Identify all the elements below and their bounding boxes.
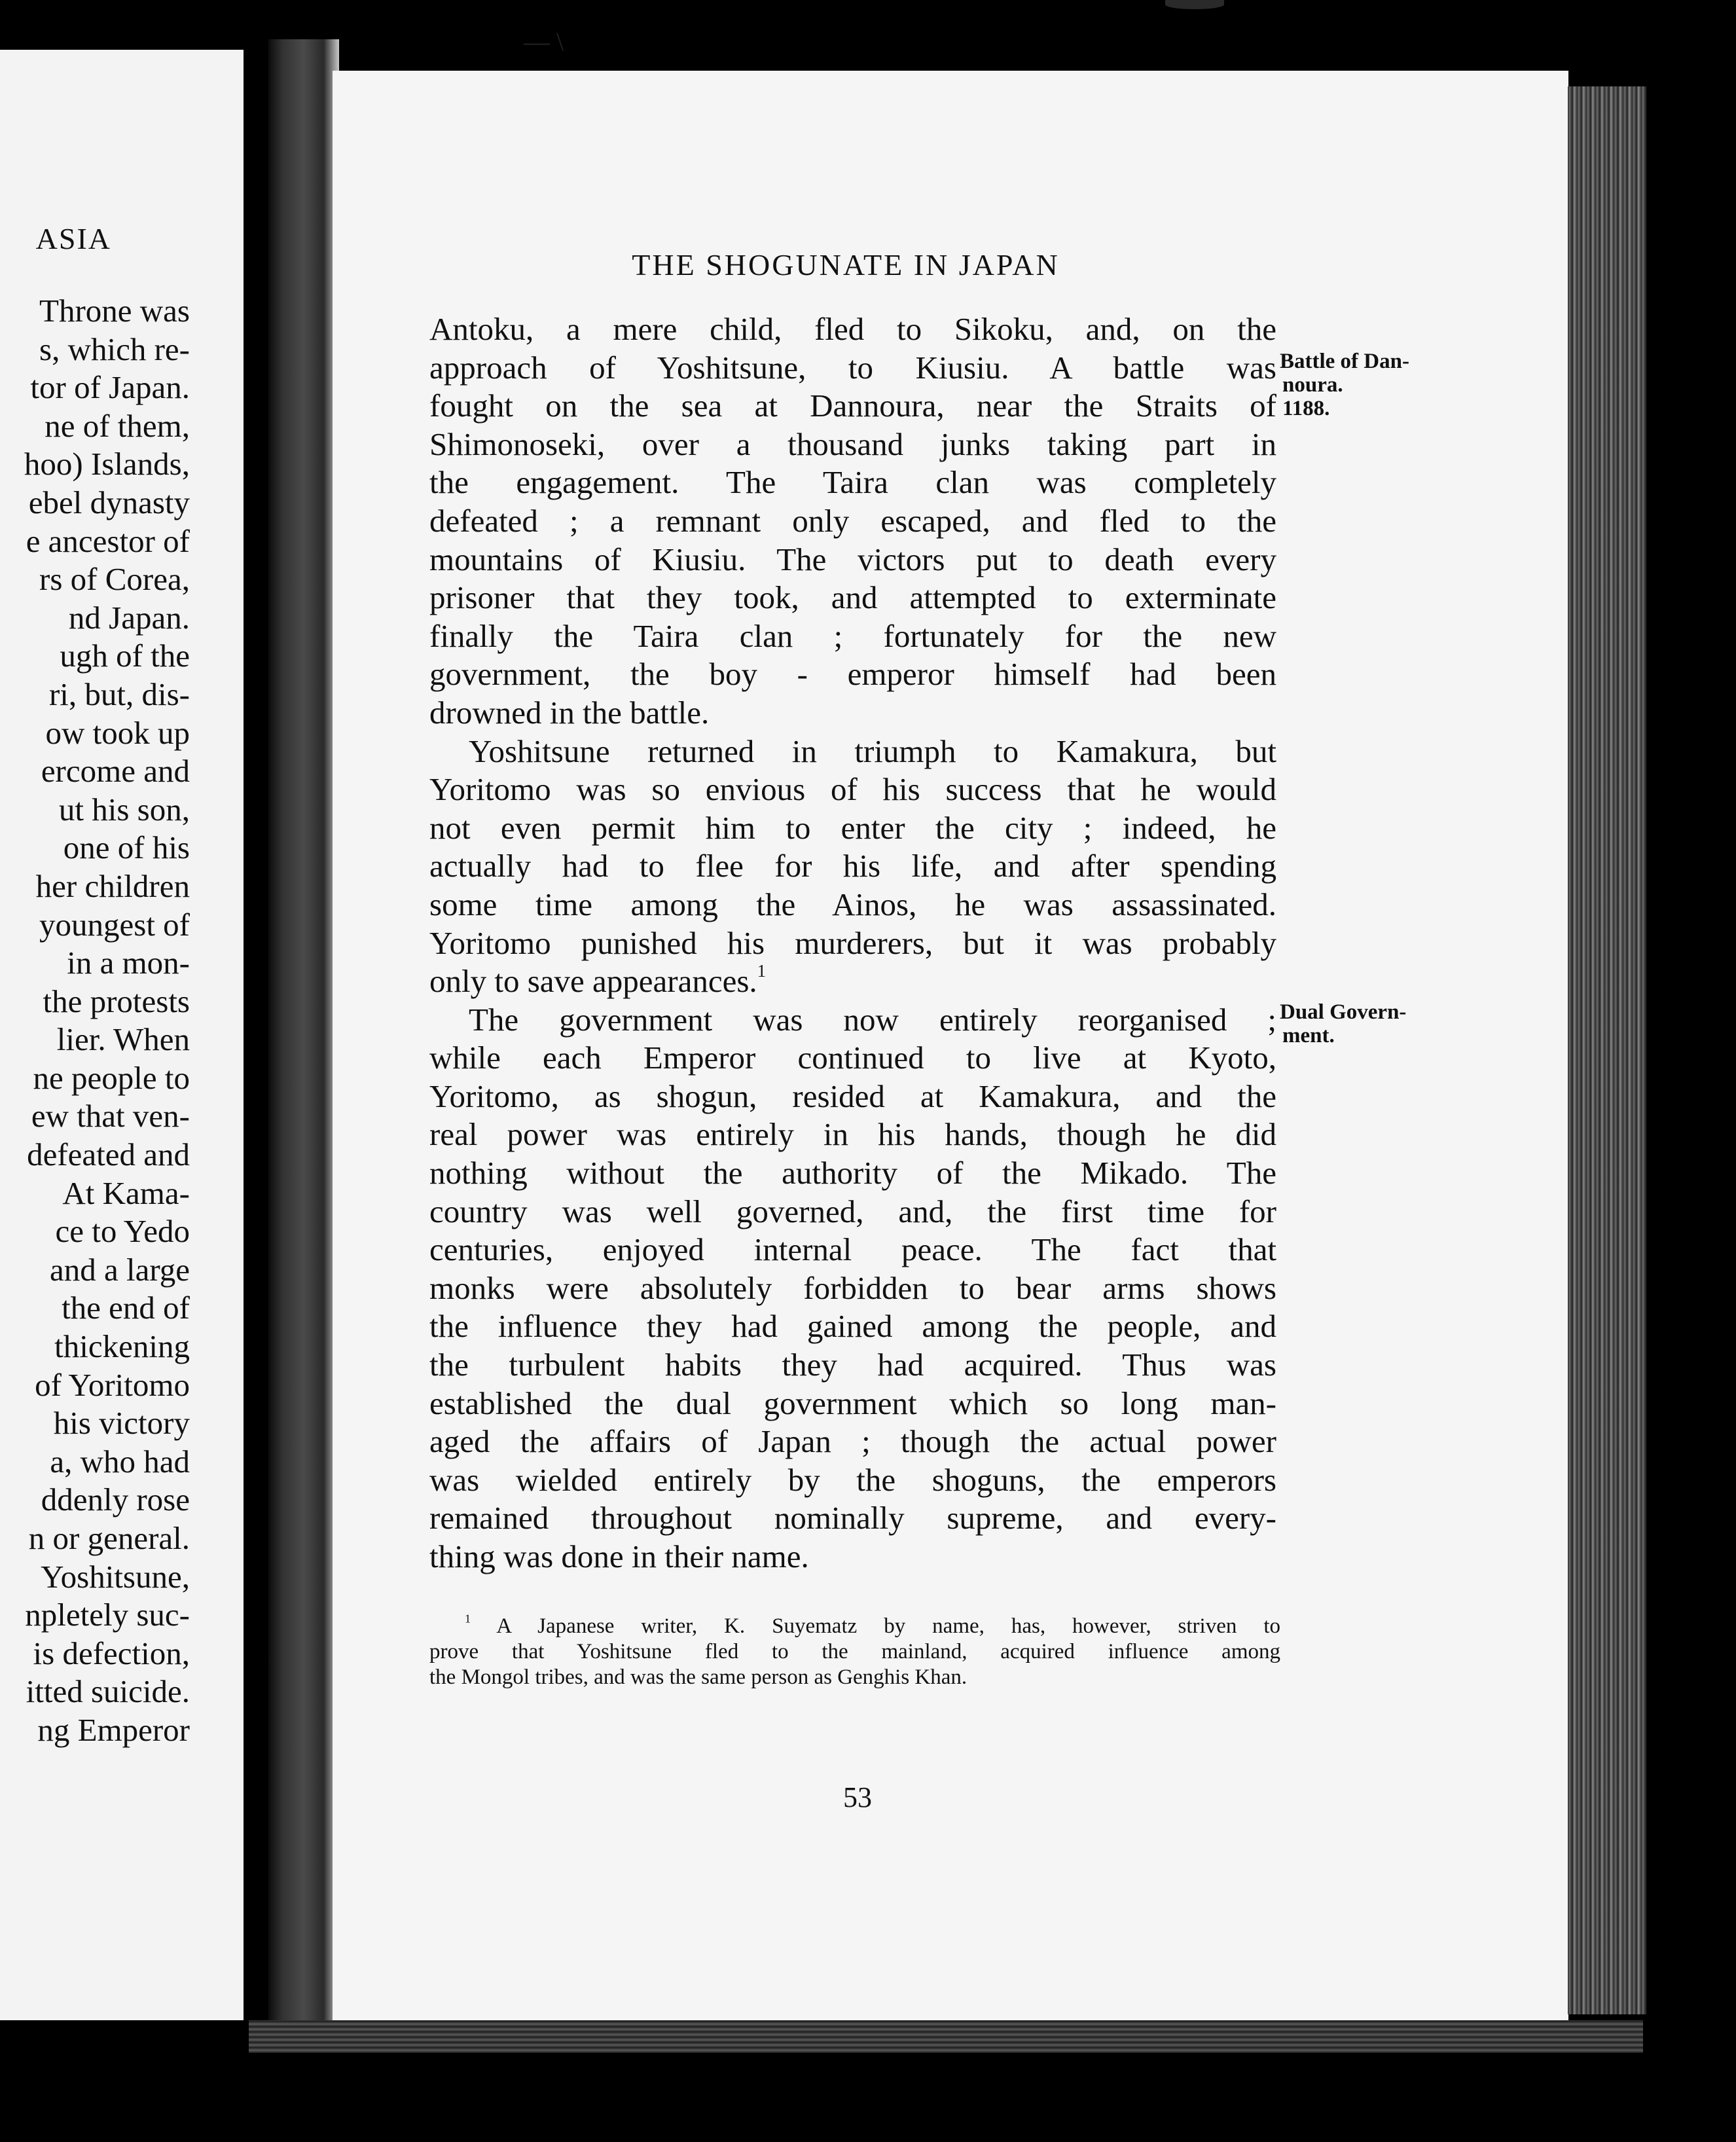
text-line-content: the influence they had gained among the people, and [429, 1308, 1276, 1345]
text-line [429, 310, 1276, 349]
text-line [429, 655, 1276, 694]
scan-marks: — \ [524, 27, 564, 56]
text-line [429, 502, 1276, 541]
footnote-reference: 1 [757, 961, 767, 981]
left-page-line: his victory [53, 1405, 190, 1442]
footnote-line [429, 1639, 1280, 1665]
left-page-line: ri, but, dis- [48, 676, 190, 712]
left-page-line: one of his [63, 829, 190, 866]
text-line [429, 847, 1276, 886]
text-line-content: Shimonoseki, over a thousand junks taking part in [429, 426, 1276, 462]
left-page-line: a, who had [50, 1443, 190, 1479]
text-line-content: finally the Taira clan ; fortunately for the new [429, 617, 1276, 654]
text-line [429, 1499, 1276, 1538]
left-page-line: youngest of [39, 906, 190, 943]
text-line-content: monks were absolutely forbidden to bear arms shows [429, 1269, 1276, 1306]
marginal-note-line: Battle of Dan- [1280, 350, 1409, 373]
bottom-page-edges [249, 2020, 1643, 2053]
text-line-content: centuries, enjoyed internal peace. The fact that [429, 1231, 1276, 1268]
text-line [429, 809, 1276, 848]
left-page-line: ugh of the [60, 638, 190, 674]
page-edges [1568, 86, 1646, 2014]
text-line-content: government, the boy - emperor himself had been [429, 656, 1276, 693]
text-line-content: some time among the Ainos, he was assassinated. [429, 886, 1276, 922]
text-line [429, 1001, 1276, 1040]
text-line [429, 579, 1276, 617]
ink-blot [1165, 0, 1224, 9]
page-number: 53 [843, 1781, 872, 1813]
text-line-content: mountains of Kiusiu. The victors put to death every [429, 541, 1276, 577]
left-page-line: ne of them, [45, 407, 190, 444]
text-line [429, 541, 1276, 579]
left-page-line: ebel dynasty [28, 484, 190, 520]
left-page-line: e ancestor of [26, 522, 190, 559]
left-page-line: s, which re- [39, 331, 190, 367]
text-line [429, 694, 1276, 733]
left-page-line: n or general. [28, 1520, 190, 1556]
text-line-content: approach of Yoshitsune, to Kiusiu. A battle was [429, 349, 1276, 386]
text-line [429, 1346, 1276, 1385]
marginal-note-line: noura. [1282, 373, 1343, 397]
left-page-line: lier. When [56, 1021, 190, 1058]
footnote [429, 1614, 1280, 1690]
marginal-note-line: Dual Govern- [1280, 1000, 1407, 1024]
left-page-line: of Yoritomo [35, 1366, 190, 1403]
left-page-line: Yoshitsune, [41, 1558, 190, 1595]
text-line-content: aged the affairs of Japan ; though the actual power [429, 1423, 1276, 1460]
text-line-content: real power was entirely in his hands, though he did [429, 1116, 1276, 1153]
left-page-line: ercome and [41, 753, 190, 790]
left-page-line: defeated and [27, 1136, 190, 1173]
text-line [429, 1269, 1276, 1308]
text-line-content: Yoshitsune returned in triumph to Kamakura, but [469, 733, 1276, 769]
marginal-note-line: 1188. [1282, 397, 1330, 420]
left-running-head: ASIA [35, 222, 111, 255]
text-line-content: The government was now entirely reorganised ; [469, 1001, 1276, 1038]
footnote-line-content: the Mongol tribes, and was the same person as Genghis Khan. [429, 1665, 967, 1689]
left-page-line: the end of [62, 1290, 190, 1326]
text-line [429, 1423, 1276, 1461]
footnote-line-content: A Japanese writer, K. Suyematz by name, has, however, striven to [496, 1614, 1280, 1638]
left-page-line: At Kama- [62, 1174, 190, 1211]
running-head: THE SHOGUNATE IN JAPAN [632, 248, 1060, 281]
text-line [429, 733, 1276, 771]
left-page-line: in a mon- [67, 945, 190, 981]
text-line [429, 463, 1276, 502]
text-line [429, 1078, 1276, 1116]
text-line-content: Yoritomo, as shogun, resided at Kamakura, and the [429, 1078, 1276, 1114]
footnote-line [429, 1665, 1280, 1690]
text-line [429, 962, 1276, 1001]
text-line [429, 1039, 1276, 1078]
text-line-content: remained throughout nominally supreme, and every- [429, 1500, 1276, 1536]
text-line [429, 1538, 1276, 1576]
left-page-line: thickening [54, 1328, 190, 1365]
text-line-content: not even permit him to enter the city ; indeed, he [429, 809, 1276, 846]
text-line [429, 1193, 1276, 1231]
left-page-line: ow took up [45, 714, 190, 751]
left-page-line: rs of Corea, [39, 561, 190, 598]
marginal-note-line: ment. [1282, 1024, 1335, 1047]
text-line [429, 771, 1276, 809]
text-line-content: was wielded entirely by the shoguns, the emperors [429, 1461, 1276, 1498]
text-line [429, 617, 1276, 656]
left-page-line: ut his son, [58, 791, 190, 827]
text-line-content: drowned in the battle. [429, 694, 710, 731]
text-line [429, 387, 1276, 426]
text-line [429, 1231, 1276, 1269]
marginal-note-battle-of-dannoura [1280, 350, 1409, 420]
text-line [429, 1116, 1276, 1154]
left-page-line: npletely suc- [25, 1597, 190, 1633]
text-line-content: the turbulent habits they had acquired. Thus was [429, 1347, 1276, 1383]
body-text [429, 310, 1276, 1576]
marginal-note-dual-government [1280, 1000, 1406, 1047]
text-line-content: Antoku, a mere child, fled to Sikoku, and, on the [429, 311, 1276, 347]
text-line [429, 1461, 1276, 1500]
left-facing-page [0, 50, 244, 2020]
text-line [429, 924, 1276, 963]
left-page-line: the protests [43, 983, 190, 1019]
left-page-line: itted suicide. [26, 1673, 190, 1710]
left-page-line: nd Japan. [68, 599, 190, 636]
text-line-content: nothing without the authority of the Mikado. The [429, 1155, 1276, 1191]
text-line [429, 886, 1276, 924]
left-page-line: Throne was [39, 293, 190, 329]
text-line-content: Yoritomo was so envious of his success that he would [429, 771, 1276, 808]
text-line-content: country was well governed, and, the first time for [429, 1193, 1276, 1229]
text-line-content: established the dual government which so long man- [429, 1385, 1276, 1421]
text-line [429, 426, 1276, 464]
footnote-line-content: prove that Yoshitsune fled to the mainland, acquired influence among [429, 1640, 1280, 1663]
left-page-line: hoo) Islands, [24, 446, 190, 482]
left-page-text [0, 292, 190, 1750]
left-page-line: tor of Japan. [30, 369, 190, 406]
text-line-content: fought on the sea at Dannoura, near the Straits of [429, 388, 1276, 424]
text-line-content: actually had to flee for his life, and after spending [429, 848, 1276, 884]
left-page-line: ne people to [33, 1059, 190, 1096]
text-line [429, 1307, 1276, 1346]
text-line-content: prisoner that they took, and attempted to exterminate [429, 579, 1276, 616]
text-line [429, 1154, 1276, 1193]
left-page-line: ew that ven- [31, 1098, 190, 1135]
text-line-content: defeated ; a remnant only escaped, and fled to the [429, 502, 1276, 539]
left-page-line: is defection, [33, 1635, 190, 1671]
text-line-content: only to save appearances. [429, 963, 757, 1000]
text-line-content: while each Emperor continued to live at Kyoto, [429, 1040, 1276, 1076]
left-page-line: ddenly rose [41, 1481, 190, 1518]
book-gutter [268, 39, 339, 2023]
left-page-line: and a large [49, 1251, 190, 1288]
text-line-content: the engagement. The Taira clan was completely [429, 464, 1276, 501]
text-line-content: Yoritomo punished his murderers, but it was probably [429, 924, 1276, 961]
text-line [429, 1385, 1276, 1423]
text-line [429, 349, 1276, 388]
left-page-line: ng Emperor [37, 1711, 190, 1748]
left-page-line: ce to Yedo [55, 1213, 190, 1250]
left-page-line: her children [35, 867, 190, 904]
footnote-marker: 1 [465, 1612, 471, 1625]
text-line-content: thing was done in their name. [429, 1538, 809, 1574]
footnote-line [429, 1614, 1280, 1639]
